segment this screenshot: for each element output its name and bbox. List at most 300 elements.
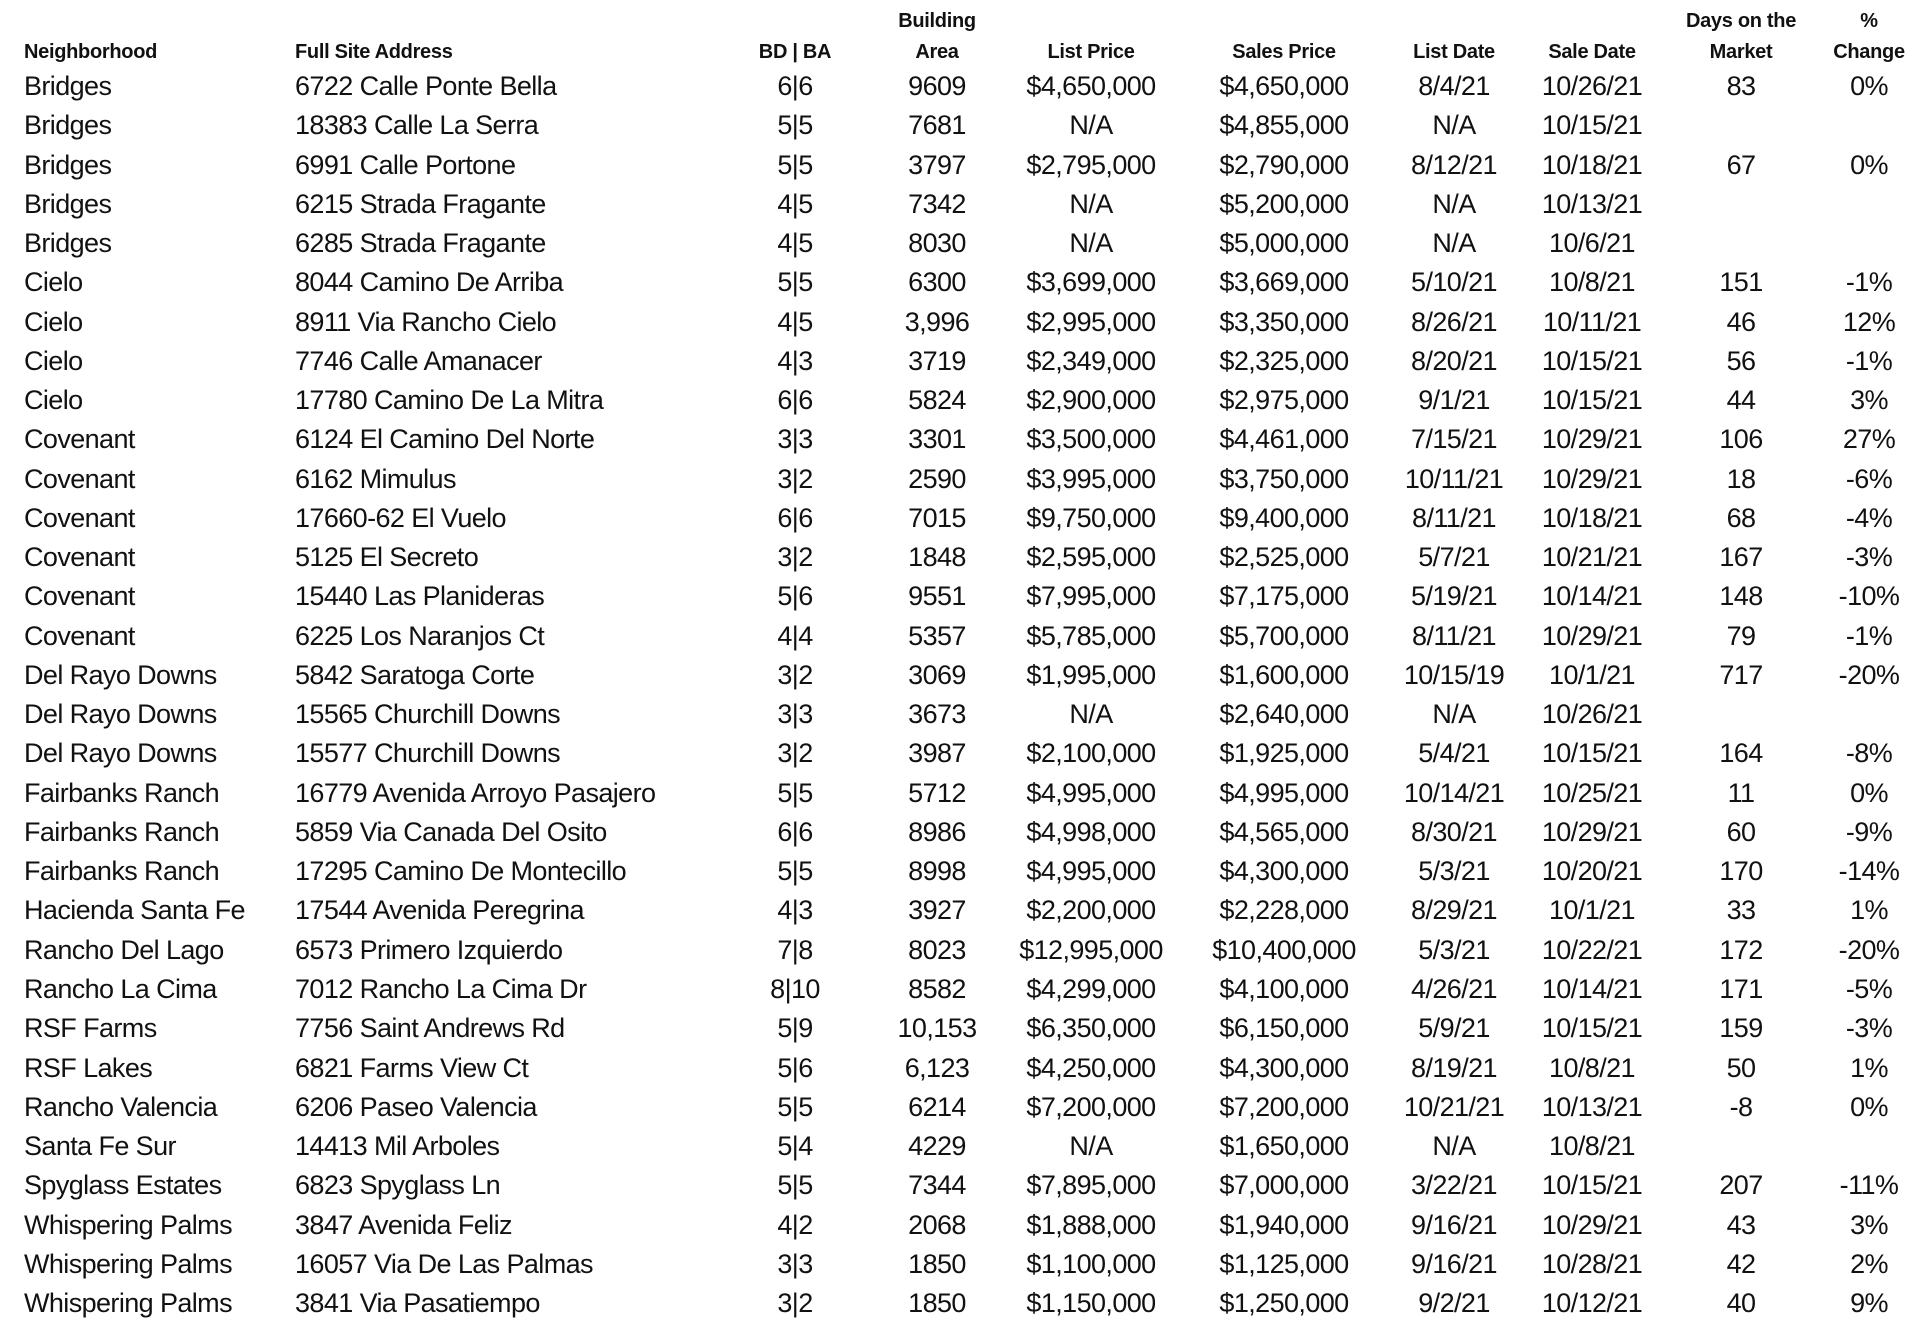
cell-list-price: $4,650,000 [1026,71,1156,101]
cell-sale-date: 10/22/21 [1541,934,1643,965]
cell-list-price: $1,888,000 [1026,1209,1156,1240]
cell-list-price: N/A [1069,228,1113,259]
cell-address: 7756 Saint Andrews Rd [295,1013,565,1044]
cell-area: 3927 [908,895,966,926]
cell-address: 3841 Via Pasatiempo [295,1288,540,1319]
cell-sale-date: 10/6/21 [1549,228,1635,259]
cell-list-date: 3/22/21 [1411,1170,1497,1201]
table-row [0,891,1920,930]
cell-pct: -3% [1845,542,1893,573]
table-row [0,538,1920,577]
cell-list-price: $5,785,000 [1026,620,1156,651]
cell-address: 6821 Farms View Ct [295,1052,529,1083]
cell-area: 3719 [908,345,966,376]
cell-days: 171 [1719,973,1763,1004]
cell-list-price: $4,998,000 [1026,816,1156,847]
cell-area: 5357 [908,620,966,651]
cell-sale-date: 10/28/21 [1541,1248,1643,1279]
cell-sales-price: $4,300,000 [1219,1052,1349,1083]
cell-neighborhood: Covenant [24,620,135,651]
cell-list-date: 9/2/21 [1418,1288,1490,1319]
cell-pct: 1% [1850,895,1888,926]
header-pct: Change [1833,41,1905,63]
cell-list-date: 5/3/21 [1418,934,1490,965]
cell-area: 7681 [908,110,966,141]
cell-list-price: $4,250,000 [1026,1052,1156,1083]
cell-address: 14413 Mil Arboles [295,1131,500,1162]
cell-pct: -10% [1838,581,1900,612]
cell-address: 16779 Avenida Arroyo Pasajero [295,777,656,808]
cell-area: 2068 [908,1209,966,1240]
cell-pct: -9% [1845,816,1893,847]
cell-pct: 0% [1850,71,1888,101]
cell-sale-date: 10/1/21 [1549,895,1635,926]
cell-bdba: 3|2 [777,1288,813,1319]
cell-neighborhood: Santa Fe Sur [24,1131,176,1162]
cell-list-date: N/A [1432,228,1476,259]
cell-bdba: 4|5 [777,228,813,259]
cell-bdba: 5|6 [777,1052,813,1083]
cell-sales-price: $7,175,000 [1219,581,1349,612]
table-row [0,460,1920,499]
table-row [0,1049,1920,1088]
cell-sale-date: 10/26/21 [1541,699,1643,730]
cell-pct: 0% [1850,777,1888,808]
cell-list-price: $3,699,000 [1026,267,1156,298]
cell-area: 9551 [908,581,966,612]
cell-pct: -6% [1845,463,1893,494]
table-row [0,342,1920,381]
cell-address: 17780 Camino De La Mitra [295,385,604,416]
cell-list-date: 8/19/21 [1411,1052,1497,1083]
header-sales-price: Sales Price [1232,41,1336,63]
cell-sale-date: 10/18/21 [1541,502,1643,533]
header-days: Market [1709,41,1773,63]
cell-address: 3847 Avenida Feliz [295,1209,512,1240]
cell-area: 8030 [908,228,966,259]
table-row [0,1245,1920,1284]
cell-sales-price: $4,650,000 [1219,71,1349,101]
cell-sale-date: 10/13/21 [1541,188,1643,219]
cell-sale-date: 10/15/21 [1541,385,1643,416]
table-row [0,499,1920,538]
cell-list-date: 10/14/21 [1403,777,1505,808]
cell-list-date: 8/20/21 [1411,345,1497,376]
cell-neighborhood: Rancho Del Lago [24,934,224,965]
table-row [0,931,1920,970]
cell-neighborhood: Cielo [24,385,83,416]
cell-neighborhood: Del Rayo Downs [24,659,217,690]
cell-list-date: N/A [1432,699,1476,730]
cell-sale-date: 10/14/21 [1541,581,1643,612]
cell-days: 148 [1719,581,1763,612]
cell-pct: -4% [1845,502,1893,533]
cell-sale-date: 10/15/21 [1541,1170,1643,1201]
table-row [0,1284,1920,1323]
cell-area: 8998 [908,856,966,887]
cell-neighborhood: Covenant [24,542,135,573]
cell-days: 56 [1726,345,1756,376]
cell-list-price: $2,200,000 [1026,895,1156,926]
cell-neighborhood: Rancho Valencia [24,1091,218,1122]
header-area: Area [915,41,959,63]
cell-days: 79 [1726,620,1756,651]
cell-area: 3797 [908,149,966,180]
cell-list-date: 8/12/21 [1411,149,1497,180]
cell-area: 7015 [908,502,966,533]
cell-days: 151 [1719,267,1763,298]
cell-sales-price: $3,350,000 [1219,306,1349,337]
cell-address: 6162 Mimulus [295,463,456,494]
table-row [0,734,1920,773]
cell-list-price: $9,750,000 [1026,502,1156,533]
cell-neighborhood: Bridges [24,228,112,259]
cell-neighborhood: Rancho La Cima [24,973,217,1004]
cell-list-price: $7,895,000 [1026,1170,1156,1201]
cell-days: 42 [1726,1248,1756,1279]
cell-address: 7746 Calle Amanacer [295,345,542,376]
header-address: Full Site Address [295,41,453,63]
cell-bdba: 5|4 [777,1131,813,1162]
cell-list-date: 5/19/21 [1411,581,1497,612]
cell-sales-price: $2,640,000 [1219,699,1349,730]
cell-sales-price: $5,700,000 [1219,620,1349,651]
cell-sales-price: $4,461,000 [1219,424,1349,455]
cell-pct: 2% [1850,1248,1888,1279]
cell-sale-date: 10/14/21 [1541,973,1643,1004]
cell-days: 170 [1719,856,1763,887]
cell-address: 6823 Spyglass Ln [295,1170,501,1201]
cell-bdba: 3|3 [777,699,813,730]
cell-neighborhood: Cielo [24,306,83,337]
cell-neighborhood: Hacienda Santa Fe [24,895,245,926]
cell-sales-price: $4,300,000 [1219,856,1349,887]
cell-days: 11 [1727,777,1755,808]
cell-days: 60 [1726,816,1756,847]
cell-list-price: N/A [1069,1131,1113,1162]
header-list-date: List Date [1413,41,1495,63]
cell-sales-price: $10,400,000 [1212,934,1356,965]
cell-area: 3987 [908,738,966,769]
cell-bdba: 5|5 [777,856,813,887]
cell-days: 83 [1726,71,1756,101]
cell-sale-date: 10/29/21 [1541,816,1643,847]
cell-sales-price: $4,995,000 [1219,777,1349,808]
cell-list-price: $1,150,000 [1026,1288,1156,1319]
cell-neighborhood: Covenant [24,502,135,533]
cell-address: 15577 Churchill Downs [295,738,561,769]
cell-list-date: N/A [1432,188,1476,219]
cell-list-date: 5/3/21 [1418,856,1490,887]
cell-pct: -14% [1838,856,1900,887]
cell-sale-date: 10/29/21 [1541,620,1643,651]
cell-bdba: 5|5 [777,1091,813,1122]
cell-list-price: N/A [1069,188,1113,219]
table-row [0,695,1920,734]
cell-pct: -11% [1839,1170,1899,1201]
cell-list-price: $12,995,000 [1019,934,1163,965]
cell-area: 1850 [908,1288,966,1319]
cell-list-date: 10/15/19 [1403,659,1505,690]
cell-pct: -20% [1838,934,1900,965]
cell-list-date: 4/26/21 [1411,973,1497,1004]
cell-bdba: 3|2 [777,738,813,769]
cell-days: 172 [1719,934,1763,965]
cell-area: 7342 [908,188,966,219]
cell-sales-price: $4,855,000 [1219,110,1349,141]
table-row [0,1166,1920,1205]
cell-list-price: $1,995,000 [1026,659,1156,690]
cell-pct: -20% [1838,659,1900,690]
header-days: Days on the [1685,10,1797,32]
table-row [0,263,1920,302]
cell-sale-date: 10/13/21 [1541,1091,1643,1122]
cell-neighborhood: Fairbanks Ranch [24,777,220,808]
cell-address: 6285 Strada Fragante [295,228,546,259]
cell-list-price: $2,349,000 [1026,345,1156,376]
cell-bdba: 6|6 [777,502,813,533]
cell-list-price: $3,995,000 [1026,463,1156,494]
cell-address: 15565 Churchill Downs [295,699,561,730]
cell-area: 1848 [908,542,966,573]
cell-neighborhood: Fairbanks Ranch [24,816,220,847]
cell-list-date: 5/4/21 [1418,738,1490,769]
table-row [0,185,1920,224]
cell-bdba: 5|5 [777,1170,813,1201]
cell-bdba: 5|9 [777,1013,813,1044]
cell-sales-price: $7,200,000 [1219,1091,1349,1122]
cell-list-price: N/A [1069,699,1113,730]
cell-sales-price: $2,228,000 [1219,895,1349,926]
cell-address: 15440 Las Planideras [295,581,545,612]
cell-sale-date: 10/12/21 [1541,1288,1643,1319]
cell-address: 8044 Camino De Arriba [295,267,564,298]
cell-area: 2590 [908,463,966,494]
cell-sales-price: $1,125,000 [1219,1248,1349,1279]
cell-neighborhood: Bridges [24,149,112,180]
cell-list-price: $2,595,000 [1026,542,1156,573]
table-row [0,617,1920,656]
cell-neighborhood: RSF Farms [24,1013,157,1044]
cell-list-date: 8/26/21 [1411,306,1497,337]
table-row [0,970,1920,1009]
cell-sales-price: $1,250,000 [1219,1288,1349,1319]
cell-days: 67 [1726,149,1756,180]
cell-sales-price: $1,600,000 [1219,659,1349,690]
cell-sales-price: $3,750,000 [1219,463,1349,494]
cell-neighborhood: Del Rayo Downs [24,699,217,730]
cell-list-price: $3,500,000 [1026,424,1156,455]
cell-area: 6214 [908,1091,966,1122]
cell-list-price: $7,200,000 [1026,1091,1156,1122]
header-pct: % [1860,10,1878,32]
cell-bdba: 4|2 [777,1209,813,1240]
cell-bdba: 8|10 [770,973,820,1004]
cell-list-price: N/A [1069,110,1113,141]
cell-neighborhood: Fairbanks Ranch [24,856,220,887]
cell-list-price: $7,995,000 [1026,581,1156,612]
cell-address: 5125 El Secreto [295,542,479,573]
table-row [0,303,1920,342]
cell-list-date: 5/7/21 [1418,542,1490,573]
cell-sale-date: 10/8/21 [1549,1131,1635,1162]
cell-neighborhood: Del Rayo Downs [24,738,217,769]
cell-pct: 3% [1850,385,1888,416]
cell-address: 18383 Calle La Serra [295,110,539,141]
cell-neighborhood: Whispering Palms [24,1209,232,1240]
cell-neighborhood: Whispering Palms [24,1288,232,1319]
cell-list-date: 10/21/21 [1403,1091,1505,1122]
cell-list-date: 9/16/21 [1411,1248,1497,1279]
cell-sale-date: 10/26/21 [1541,71,1643,101]
cell-list-price: $4,299,000 [1026,973,1156,1004]
cell-sale-date: 10/18/21 [1541,149,1643,180]
cell-sales-price: $2,525,000 [1219,542,1349,573]
table-row [0,852,1920,891]
table-row [0,656,1920,695]
cell-pct: -5% [1845,973,1893,1004]
cell-address: 6722 Calle Ponte Bella [295,71,557,101]
cell-area: 5824 [908,385,966,416]
cell-sale-date: 10/15/21 [1541,345,1643,376]
header-area: Building [898,10,976,32]
cell-days: 43 [1726,1209,1756,1240]
cell-bdba: 5|5 [777,110,813,141]
cell-bdba: 5|5 [777,149,813,180]
cell-bdba: 6|6 [777,816,813,847]
cell-list-price: $2,100,000 [1026,738,1156,769]
cell-area: 6300 [908,267,966,298]
cell-address: 17544 Avenida Peregrina [295,895,584,926]
cell-list-date: 8/30/21 [1411,816,1497,847]
cell-sales-price: $1,925,000 [1219,738,1349,769]
cell-bdba: 3|2 [777,542,813,573]
cell-pct: 0% [1850,149,1888,180]
cell-list-date: 5/9/21 [1418,1013,1490,1044]
cell-area: 10,153 [897,1013,977,1044]
cell-days: 68 [1726,502,1756,533]
cell-sales-price: $1,650,000 [1219,1131,1349,1162]
cell-list-date: 8/11/21 [1412,620,1496,651]
cell-neighborhood: RSF Lakes [24,1052,153,1083]
cell-list-price: $2,795,000 [1026,149,1156,180]
cell-address: 6206 Paseo Valencia [295,1091,537,1122]
cell-address: 17295 Camino De Montecillo [295,856,627,887]
cell-neighborhood: Covenant [24,463,135,494]
cell-pct: 0% [1850,1091,1888,1122]
cell-address: 16057 Via De Las Palmas [295,1248,593,1279]
cell-sale-date: 10/8/21 [1549,1052,1635,1083]
cell-sale-date: 10/15/21 [1541,110,1643,141]
cell-area: 3301 [908,424,966,455]
header-sale-date: Sale Date [1548,41,1636,63]
table-row [0,106,1920,145]
cell-days: 33 [1726,895,1756,926]
table-row [0,1009,1920,1048]
cell-pct: -3% [1845,1013,1893,1044]
cell-list-price: $4,995,000 [1026,856,1156,887]
cell-list-date: N/A [1432,1131,1476,1162]
cell-sale-date: 10/29/21 [1541,1209,1643,1240]
cell-bdba: 5|5 [777,777,813,808]
cell-bdba: 3|3 [777,1248,813,1279]
table-row [0,1206,1920,1245]
cell-sales-price: $2,975,000 [1219,385,1349,416]
table-row [0,1127,1920,1166]
cell-pct: 9% [1850,1288,1888,1319]
cell-pct: 3% [1850,1209,1888,1240]
cell-sales-price: $9,400,000 [1219,502,1349,533]
cell-sale-date: 10/8/21 [1549,267,1635,298]
cell-days: 164 [1719,738,1763,769]
cell-sale-date: 10/29/21 [1541,463,1643,494]
table-row [0,381,1920,420]
cell-address: 6225 Los Naranjos Ct [295,620,545,651]
cell-sale-date: 10/20/21 [1541,856,1643,887]
cell-list-price: $4,995,000 [1026,777,1156,808]
cell-days: 50 [1726,1052,1756,1083]
cell-address: 6215 Strada Fragante [295,188,546,219]
cell-pct: -1% [1845,620,1893,651]
cell-list-date: 9/16/21 [1411,1209,1497,1240]
cell-address: 8911 Via Rancho Cielo [295,306,557,337]
cell-neighborhood: Bridges [24,110,112,141]
cell-area: 7344 [908,1170,966,1201]
cell-area: 3069 [908,659,966,690]
table-row [0,420,1920,459]
cell-sale-date: 10/11/21 [1542,306,1642,337]
header-neighborhood: Neighborhood [24,41,158,63]
cell-bdba: 6|6 [777,71,813,101]
cell-days: 44 [1726,385,1756,416]
cell-bdba: 4|5 [777,188,813,219]
cell-area: 8582 [908,973,966,1004]
cell-bdba: 3|2 [777,463,813,494]
cell-address: 5842 Saratoga Corte [295,659,535,690]
cell-days: 717 [1719,659,1763,690]
cell-sales-price: $4,565,000 [1219,816,1349,847]
table-row [0,577,1920,616]
cell-list-price: $6,350,000 [1026,1013,1156,1044]
cell-address: 6991 Calle Portone [295,149,516,180]
cell-list-price: $1,100,000 [1026,1248,1156,1279]
cell-bdba: 4|5 [777,306,813,337]
cell-days: 167 [1719,542,1763,573]
cell-neighborhood: Covenant [24,424,135,455]
cell-list-price: $2,995,000 [1026,306,1156,337]
cell-sales-price: $7,000,000 [1219,1170,1349,1201]
cell-bdba: 4|3 [777,345,813,376]
cell-area: 4229 [908,1131,966,1162]
cell-days: 106 [1719,424,1763,455]
cell-area: 5712 [908,777,966,808]
cell-pct: -1% [1845,267,1893,298]
cell-address: 7012 Rancho La Cima Dr [295,973,587,1004]
cell-neighborhood: Bridges [24,188,112,219]
cell-list-date: 8/4/21 [1418,71,1490,101]
cell-days: 40 [1726,1288,1756,1319]
cell-list-date: 10/11/21 [1404,463,1504,494]
cell-sales-price: $5,000,000 [1219,228,1349,259]
cell-list-date: 8/11/21 [1412,502,1496,533]
cell-neighborhood: Spyglass Estates [24,1170,222,1201]
cell-pct: -8% [1845,738,1893,769]
cell-sale-date: 10/29/21 [1541,424,1643,455]
cell-neighborhood: Cielo [24,267,83,298]
cell-bdba: 5|6 [777,581,813,612]
cell-sales-price: $6,150,000 [1219,1013,1349,1044]
cell-neighborhood: Whispering Palms [24,1248,232,1279]
